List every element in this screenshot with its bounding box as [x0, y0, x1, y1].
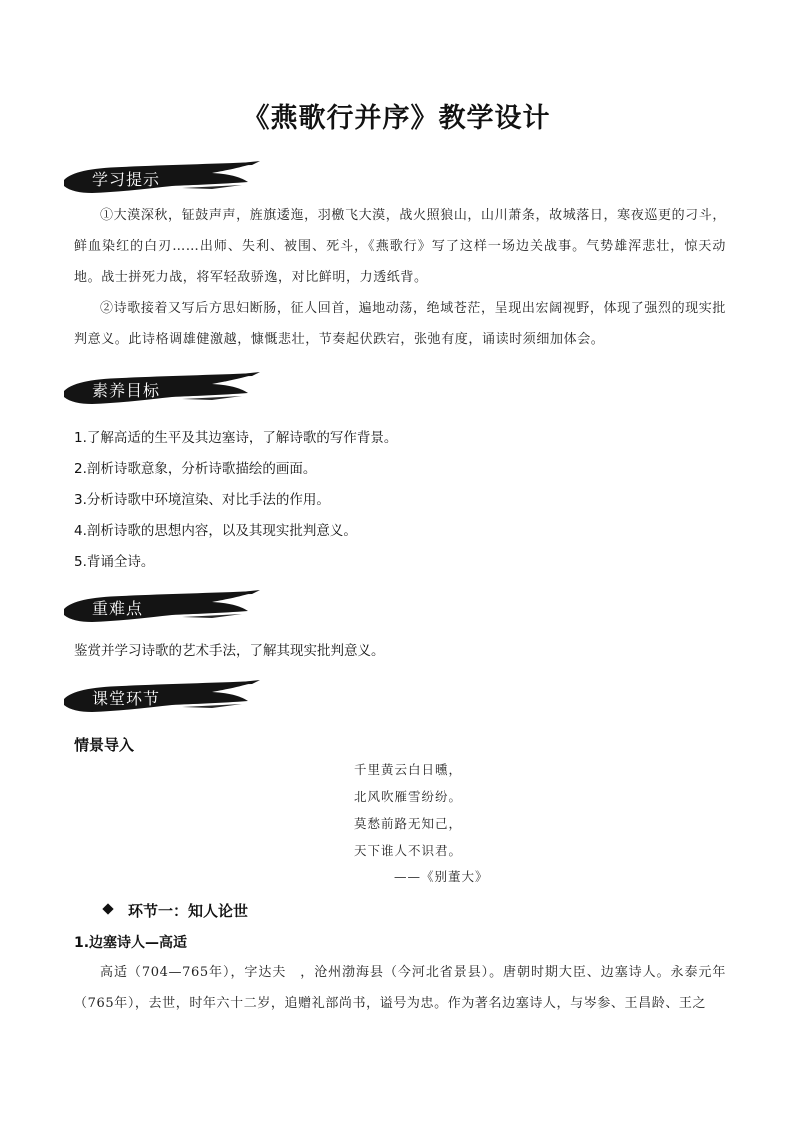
section-banner-key — [62, 587, 262, 627]
section-banner-goals — [62, 369, 262, 409]
poem-source: ——《别董大》 — [394, 869, 489, 884]
section-label-classroom: 课堂环节 — [92, 689, 161, 708]
intro-heading: 情景导入 — [74, 736, 135, 754]
section-label-key: 重难点 — [92, 599, 144, 618]
section-label-goals: 素养目标 — [92, 381, 161, 400]
section-banner-tips — [62, 158, 262, 198]
page-title: 《燕歌行并序》教学设计 — [242, 103, 551, 134]
goal-item: 2.剖析诗歌意象，分析诗歌描绘的画面。 — [74, 461, 317, 477]
step1-heading: 环节一：知人论世 — [128, 902, 249, 920]
tips-paragraph-1: ①大漠深秋，钲鼓声声，旌旗逶迤，羽檄飞大漠，战火照狼山，山川萧条，故城落日，寒夜巡更的刁斗，鲜血染红的白刃……出师、失利、被围、死斗，《燕歌行》写了这样一场边关战事。气势雄浑悲壮，惊天动地。战士拼死力战，将军轻敌骄逸，对比鲜明，力透纸背。 — [74, 208, 726, 285]
diamond-bullet-icon — [102, 903, 113, 914]
poem-line: 千里黄云白日曛， — [354, 762, 463, 777]
poem-line: 天下谁人不识君。 — [354, 843, 463, 858]
poem-line: 莫愁前路无知己， — [354, 816, 463, 831]
sub1-heading: 1.边塞诗人—高适 — [74, 935, 188, 951]
goal-item: 5.背诵全诗。 — [74, 554, 155, 570]
tips-paragraph-2: ②诗歌接着又写后方思妇断肠，征人回首，遍地动荡，绝域苍茫，呈现出宏阔视野，体现了强烈的现实批判意义。此诗格调雄健激越，慷慨悲壮，节奏起伏跌宕，张弛有度，诵读时须细加体会。 — [74, 301, 726, 347]
goal-item: 3.分析诗歌中环境渲染、对比手法的作用。 — [74, 492, 330, 508]
goal-item: 4.剖析诗歌的思想内容，以及其现实批判意义。 — [74, 523, 357, 539]
key-text: 鉴赏并学习诗歌的艺术手法，了解其现实批判意义。 — [74, 643, 385, 659]
section-banner-classroom — [62, 677, 262, 717]
goal-item: 1.了解高适的生平及其边塞诗，了解诗歌的写作背景。 — [74, 430, 398, 446]
bio-paragraph: 高适（704—765年），字达夫 ，沧州渤海县（今河北省景县）。唐朝时期大臣、边塞诗人。永泰元年（765年），去世，时年六十二岁，追赠礼部尚书，谥号为忠。作为著名边塞诗人，与岑参、王昌龄、王之 — [74, 965, 726, 1011]
section-label-tips: 学习提示 — [92, 170, 161, 189]
poem-line: 北风吹雁雪纷纷。 — [354, 789, 463, 804]
